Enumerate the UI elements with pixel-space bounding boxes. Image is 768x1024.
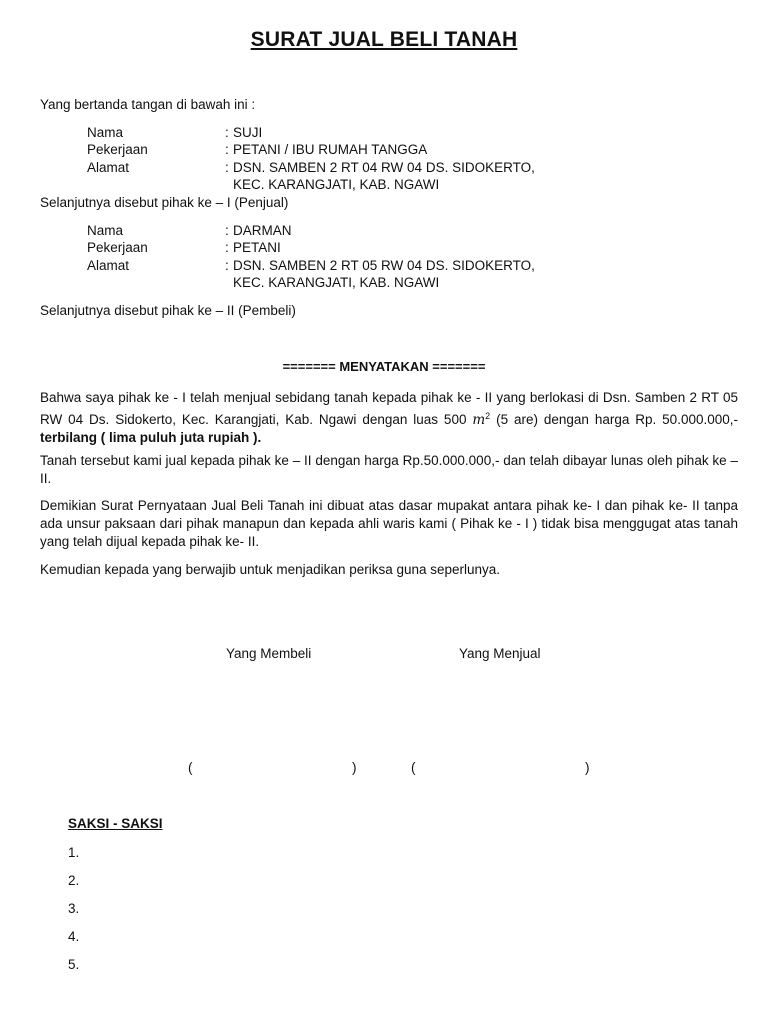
price-in-words: terbilang ( lima puluh juta rupiah ). bbox=[40, 430, 262, 445]
party1-address-line1: DSN. SAMBEN 2 RT 04 RW 04 DS. SIDOKERTO, bbox=[233, 160, 535, 175]
party1-name-label: Nama bbox=[87, 125, 124, 140]
witness-item-5: 5. bbox=[68, 957, 80, 972]
paragraph-sale-text-a: Bahwa saya pihak ke - I telah menjual sebidang tanah kepada pihak ke - II yang berlokasi di Dsn. Samben 2 RT 05 RW 04 Ds. Sidokerto, Kec. Karangjati, Kab. Ngawi dengan luas 500 bbox=[40, 390, 738, 427]
party1-job-label: Pekerjaan bbox=[87, 142, 148, 157]
paragraph-payment: Tanah tersebut kami jual kepada pihak ke – II dengan harga Rp.50.000.000,- dan telah dibayar lunas oleh pihak ke – II. bbox=[40, 453, 738, 486]
intro-text: Yang bertanda tangan di bawah ini : bbox=[40, 97, 256, 112]
area-unit: m bbox=[472, 412, 486, 428]
party1-address-colon: : bbox=[225, 160, 229, 175]
seller-signature-label: Yang Menjual bbox=[459, 646, 541, 661]
party2-address-line1: DSN. SAMBEN 2 RT 05 RW 04 DS. SIDOKERTO, bbox=[233, 258, 535, 273]
party2-name-value: DARMAN bbox=[233, 223, 292, 238]
area-unit-exponent: 2 bbox=[485, 411, 491, 421]
paragraph-agreement: Demikian Surat Pernyataan Jual Beli Tanah ini dibuat atas dasar mupakat antara pihak ke- I dan pihak ke- II tanpa ada unsur paksaan dari pihak manapun dan kepada ahli waris kami ( Pihak ke - I ) tidak bisa menggugat atas tanah yang telah dijual kepada pihak ke- II. bbox=[40, 498, 738, 549]
party1-job-colon: : bbox=[225, 142, 229, 157]
buyer-signature-open: ( bbox=[188, 760, 193, 775]
buyer-signature-label: Yang Membeli bbox=[226, 646, 312, 661]
witnesses-heading: SAKSI - SAKSI bbox=[68, 816, 163, 831]
party1-job-value: PETANI / IBU RUMAH TANGGA bbox=[233, 142, 428, 157]
paragraph-sale-text-b: (5 are) dengan harga Rp. 50.000.000,- bbox=[490, 412, 738, 427]
witness-item-3: 3. bbox=[68, 901, 80, 916]
paragraph-sale bbox=[40, 389, 738, 447]
witness-item-2: 2. bbox=[68, 873, 80, 888]
party2-address-colon: : bbox=[225, 258, 229, 273]
paragraph-closing: Kemudian kepada yang berwajib untuk menjadikan periksa guna seperlunya. bbox=[40, 562, 501, 577]
party2-address-label: Alamat bbox=[87, 258, 130, 273]
party2-designation: Selanjutnya disebut pihak ke – II (Pembeli) bbox=[40, 303, 296, 318]
party1-name-value: SUJI bbox=[233, 125, 263, 140]
party1-address-label: Alamat bbox=[87, 160, 130, 175]
party2-address-line2: KEC. KARANGJATI, KAB. NGAWI bbox=[233, 275, 440, 290]
witness-item-4: 4. bbox=[68, 929, 80, 944]
seller-signature-open: ( bbox=[411, 760, 416, 775]
party2-name-label: Nama bbox=[87, 223, 124, 238]
seller-signature-close: ) bbox=[585, 760, 590, 775]
party2-job-label: Pekerjaan bbox=[87, 240, 148, 255]
document-title: SURAT JUAL BELI TANAH bbox=[250, 28, 518, 51]
party2-job-colon: : bbox=[225, 240, 229, 255]
party1-designation: Selanjutnya disebut pihak ke – I (Penjual) bbox=[40, 195, 289, 210]
party2-job-value: PETANI bbox=[233, 240, 281, 255]
declaration-heading: ======= MENYATAKAN ======= bbox=[282, 359, 486, 374]
party1-name-colon: : bbox=[225, 125, 229, 140]
buyer-signature-close: ) bbox=[352, 760, 357, 775]
party1-address-line2: KEC. KARANGJATI, KAB. NGAWI bbox=[233, 177, 440, 192]
witness-item-1: 1. bbox=[68, 845, 80, 860]
party2-name-colon: : bbox=[225, 223, 229, 238]
